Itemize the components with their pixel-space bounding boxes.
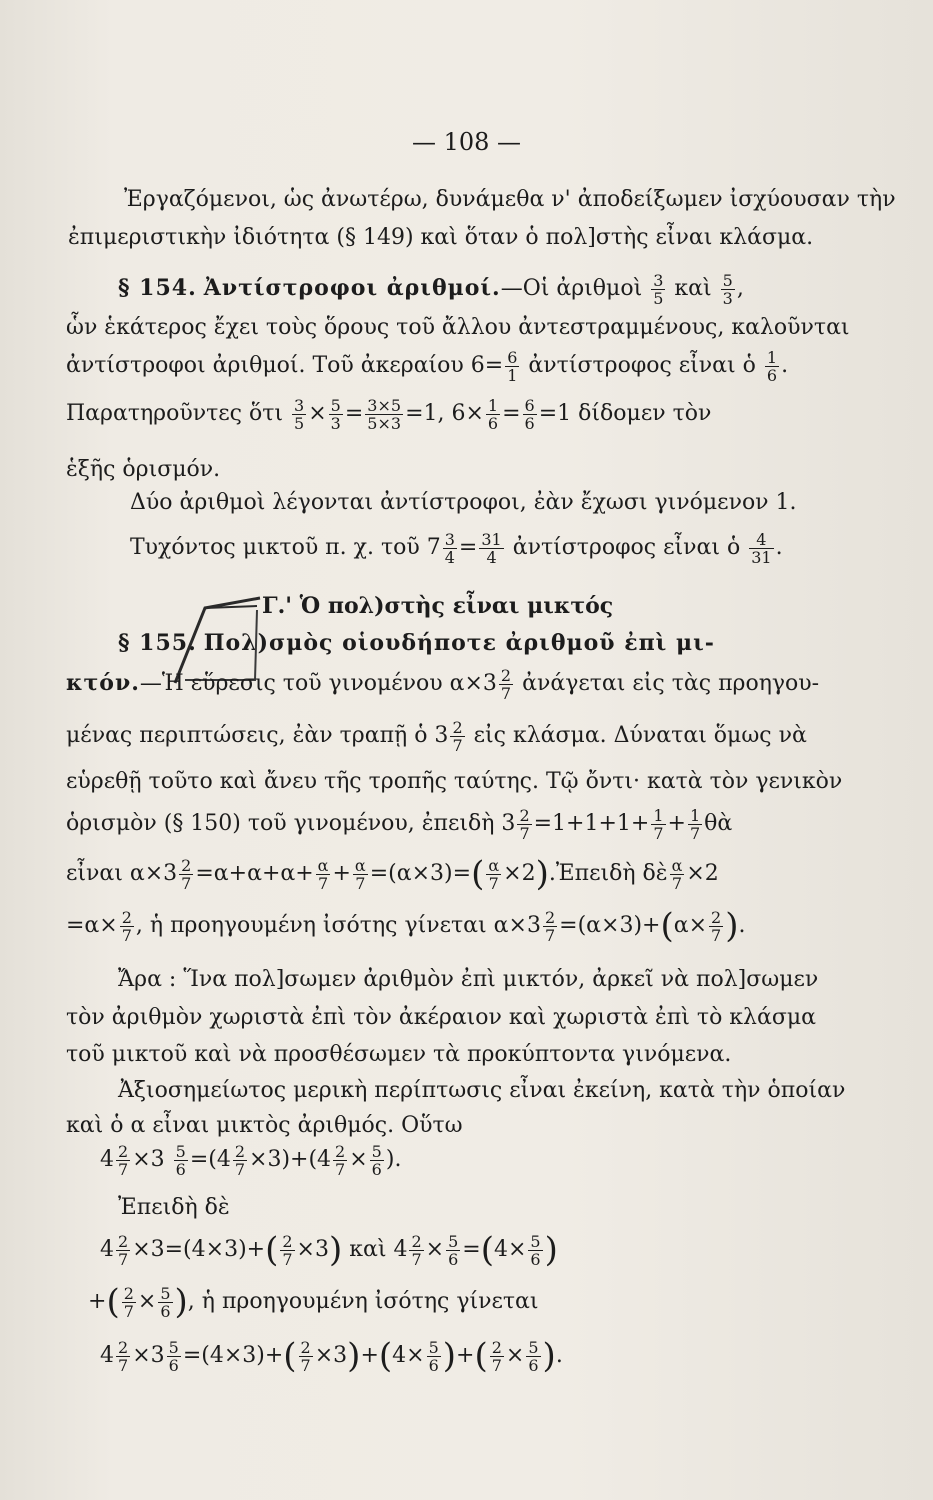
equation: 4 $\frac{2}{7}$ ×3 $\frac{5}{6}$ =(4×3)+( $\frac{2}{7}$ ×3)+(4× $\frac{5}{6}$ )+( $\frac{2}{7}$ × $\frac{5}{6}$ ). xyxy=(100,1336,563,1376)
text-line: ἐπιμεριστικὴν ἰδιότητα (§ 149) καὶ ὅταν ὁ πολ]στὴς εἶναι κλάσμα. xyxy=(68,225,814,250)
fraction: $\frac{3}{5}$ xyxy=(653,270,664,308)
text-line: ὁρισμὸν (§ 150) τοῦ γινομένου, ἐπειδὴ 3 $\frac{2}{7}$ =1+1+1+ $\frac{1}{7}$ + $\frac{1}{7}$ θὰ xyxy=(66,805,733,843)
text-line: ἑξῆς ὁρισμόν. xyxy=(66,457,221,482)
text-line: Ἀξιοσημείωτος μερικὴ περίπτωσις εἶναι ἐκείνη, κατὰ τὴν ὁποίαν xyxy=(118,1078,846,1103)
page-number: — 108 — xyxy=(411,128,522,156)
equation: +( $\frac{2}{7}$ × $\frac{5}{6}$ ), ἡ προηγουμένη ἰσότης γίνεται xyxy=(88,1282,539,1322)
text-line: καὶ ὁ α εἶναι μικτὸς ἀριθμός. Οὕτω xyxy=(66,1113,463,1138)
text-line: =α× $\frac{2}{7}$ , ἡ προηγουμένη ἰσότης γίνεται α×3 $\frac{2}{7}$ =(α×3)+(α× $\frac{2}{7}$ ). xyxy=(66,906,746,946)
text-line: Παρατηροῦντες ὅτι $\frac{3}{5}$ × $\frac{5}{3}$ = $\frac{3\times 5}{5\times 3}$ =1, 6× $\frac{1}{6}$ = $\frac{6}{6}$ =1 δίδομεν τὸν xyxy=(66,395,712,433)
text-line: Ἄρα : Ἵνα πολ]σωμεν ἀριθμὸν ἐπὶ μικτόν, ἀρκεῖ νὰ πολ]σωμεν xyxy=(118,967,819,992)
text-line: τοῦ μικτοῦ καὶ νὰ προσθέσωμεν τὰ προκύπτοντα γινόμενα. xyxy=(66,1042,732,1067)
fraction: $\frac{5}{3}$ xyxy=(722,270,733,308)
section-155-heading: § 155. Πολ)σμὸς οἱουδήποτε ἀριθμοῦ ἐπὶ μι- xyxy=(118,630,715,656)
text-line: Δύο ἀριθμοὶ λέγονται ἀντίστροφοι, ἐὰν ἔχωσι γινόμενον 1. xyxy=(130,490,797,515)
text-line: εὑρεθῇ τοῦτο καὶ ἄνευ τῆς τροπῆς ταύτης. Τῷ ὄντι· κατὰ τὸν γενικὸν xyxy=(66,769,843,794)
equation: 4 $\frac{2}{7}$ ×3=(4×3)+( $\frac{2}{7}$ ×3) καὶ 4 $\frac{2}{7}$ × $\frac{5}{6}$ =(4× $\frac{5}{6}$ ) xyxy=(100,1230,558,1270)
subheading-mixed-multiplier: Γ.' Ὁ πολ)στὴς εἶναι μικτός xyxy=(262,593,614,619)
text-line: εἶναι α×3 $\frac{2}{7}$ =α+α+α+ $\frac{\alpha}{7}$ + $\frac{\alpha}{7}$ =(α×3)=( $\frac{\alpha}{7}$ ×2).Ἐπειδὴ δὲ $\frac{\alpha}{7}$ ×2 xyxy=(66,854,719,894)
text-line: Ἐπειδὴ δὲ xyxy=(118,1195,230,1220)
text-line: ἀντίστροφοι ἀριθμοί. Τοῦ ἀκεραίου 6= $\frac{6}{1}$ ἀντίστροφος εἶναι ὁ $\frac{1}{6}$ . xyxy=(66,347,789,385)
text-line: μένας περιπτώσεις, ἐὰν τραπῇ ὁ 3 $\frac{2}{7}$ εἰς κλάσμα. Δύναται ὅμως νὰ xyxy=(66,717,807,755)
text-line: Ἐργαζόμενοι, ὡς ἀνωτέρω, δυνάμεθα ν' ἀποδείξωμεν ἰσχύουσαν τὴν xyxy=(124,187,896,212)
section-154-heading: § 154. Ἀντίστροφοι ἀριθμοί.—Οἱ ἀριθμοὶ $\frac{3}{5}$ καὶ $\frac{5}{3}$ , xyxy=(118,270,744,308)
text-line: ὧν ἑκάτερος ἔχει τοὺς ὅρους τοῦ ἄλλου ἀντεστραμμένους, καλοῦνται xyxy=(66,315,850,340)
text-line: τὸν ἀριθμὸν χωριστὰ ἐπὶ τὸν ἀκέραιον καὶ χωριστὰ ἐπὶ τὸ κλάσμα xyxy=(66,1005,817,1030)
text-line: κτόν.—Ἡ εὕρεσις τοῦ γινομένου α×3 $\frac{2}{7}$ ἀνάγεται εἰς τὰς προηγου- xyxy=(66,665,820,703)
equation: 4 $\frac{2}{7}$ ×3 $\frac{5}{6}$ =(4 $\frac{2}{7}$ ×3)+(4 $\frac{2}{7}$ × $\frac{5}{6}$ ). xyxy=(100,1141,402,1179)
text-line: Τυχόντος μικτοῦ π. χ. τοῦ 7 $\frac{3}{4}$ = $\frac{31}{4}$ ἀντίστροφος εἶναι ὁ $\frac{4}{31}$ . xyxy=(130,529,783,567)
